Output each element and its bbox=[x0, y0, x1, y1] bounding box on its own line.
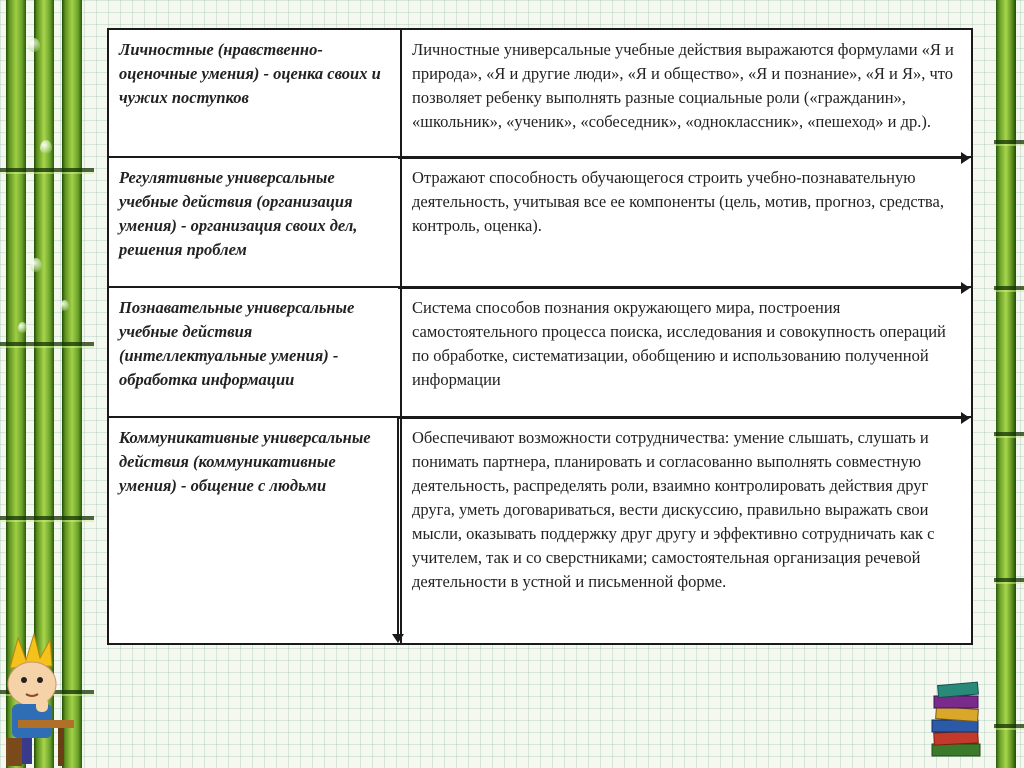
category-regulatory: Регулятивные универсальные учебные действия (организация умения) - организация своих дел, решения проблем bbox=[108, 157, 401, 287]
water-drop-icon bbox=[40, 140, 52, 154]
table-row bbox=[108, 417, 972, 644]
water-drop-icon bbox=[30, 258, 42, 272]
column-arrow-down bbox=[397, 418, 399, 640]
thinking-boy-icon bbox=[0, 628, 82, 768]
row-arrow-1 bbox=[398, 157, 968, 159]
category-cognitive: Познавательные универсальные учебные действия (интеллектуальные умения) - обработка информации bbox=[108, 287, 401, 417]
description-regulatory: Отражают способность обучающегося строить учебно-познавательную деятельность, учитывая все ее компоненты (цель, мотив, прогноз, средства, контроль, оценка). bbox=[401, 157, 972, 287]
row-arrow-2 bbox=[398, 287, 968, 289]
table-row bbox=[108, 287, 972, 417]
table-row bbox=[108, 157, 972, 287]
books-stack-icon bbox=[926, 678, 986, 764]
water-drop-icon bbox=[18, 322, 27, 333]
category-personal: Личностные (нравственно-оценочные умения) - оценка своих и чужих поступков bbox=[108, 29, 401, 157]
category-communicative: Коммуникативные универсальные действия (коммуникативные умения) - общение с людьми bbox=[108, 417, 401, 644]
water-drop-icon bbox=[60, 300, 69, 311]
description-cognitive: Система способов познания окружающего мира, построения самостоятельного процесса поиска, исследования и совокупность операций по обработке, систематизации, обобщению и использованию полученной информации bbox=[401, 287, 972, 417]
row-arrow-3 bbox=[398, 417, 968, 419]
bamboo-right-decoration bbox=[994, 0, 1024, 768]
table-row bbox=[108, 29, 972, 157]
competencies-table bbox=[107, 28, 973, 643]
water-drop-icon bbox=[28, 38, 40, 52]
description-communicative: Обеспечивают возможности сотрудничества: умение слышать, слушать и понимать партнера, планировать и согласованно выполнять совместную деятельность, распределять роли, взаимно контролировать действия друг друга, уметь договариваться, вести дискуссию, правильно выражать свои мысли, оказывать поддержку друг другу и эффективно сотрудничать как с учителем, так и со сверстниками; самостоятельная организация речевой деятельности в устной и письменной форме. bbox=[401, 417, 972, 644]
description-personal: Личностные универсальные учебные действия выражаются формулами «Я и природа», «Я и другие люди», «Я и общество», «Я и познание», «Я и Я», что позволяет ребенку выполнять разные социальные роли («гражданин», «школьник», «ученик», «собеседник», «одноклассник», «пешеход» и др.). bbox=[401, 29, 972, 157]
